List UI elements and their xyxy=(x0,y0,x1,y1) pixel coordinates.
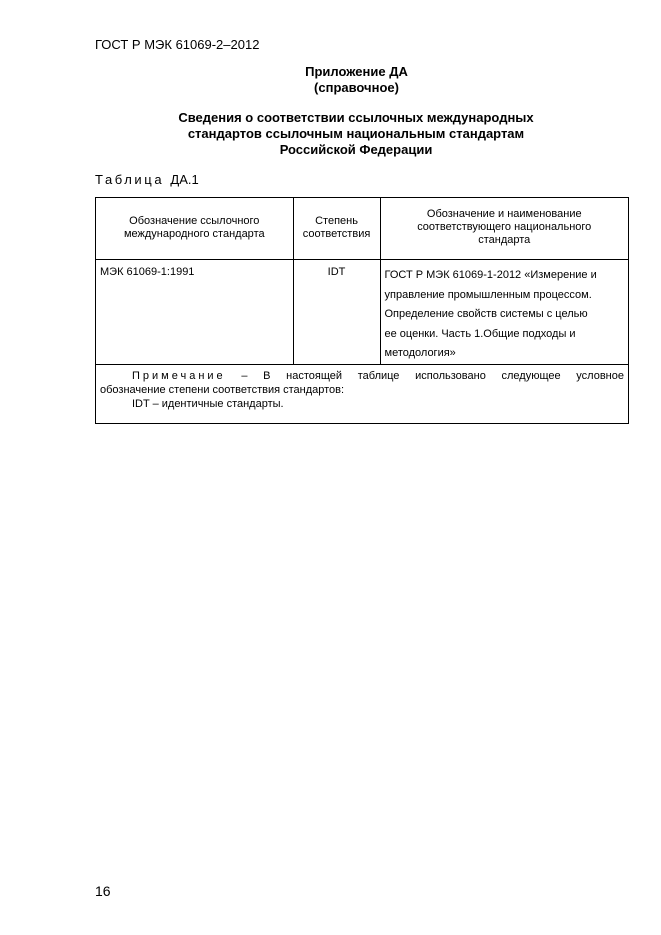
header-text: международного стандарта xyxy=(123,228,265,240)
section-heading xyxy=(150,110,562,158)
header-text: Обозначение и наименование xyxy=(426,208,582,220)
national-line: Определение свойств системы с целью xyxy=(384,308,588,320)
cell-intl-standard: МЭК 61069-1:1991 xyxy=(96,260,294,365)
national-line: управление промышленным процессом. xyxy=(384,288,592,301)
appendix-subtitle: (справочное) xyxy=(314,80,399,95)
heading-line-1: Сведения о соответствии ссылочных международных xyxy=(178,110,534,125)
document-code: ГОСТ Р МЭК 61069-2–2012 xyxy=(95,37,260,52)
heading-line-3: Российской Федерации xyxy=(279,142,433,157)
note-text: – В настоящей таблице использовано следующее условное xyxy=(241,369,624,382)
note-line-1 xyxy=(100,369,624,383)
national-line: методология» xyxy=(384,347,456,359)
header-intl-standard xyxy=(96,198,294,260)
note-label: Примечание xyxy=(132,369,226,382)
table-caption xyxy=(95,172,199,187)
table-note-row xyxy=(96,364,629,423)
header-text: Степень xyxy=(315,215,358,227)
table-row xyxy=(96,260,629,365)
note-line-3: IDT – идентичные стандарты. xyxy=(132,397,284,410)
header-degree xyxy=(293,198,380,260)
note-line-2: обозначение степени соответствия стандартов: xyxy=(100,383,345,396)
table-caption-label: Таблица xyxy=(95,172,165,187)
heading-line-2: стандартов ссылочным национальным стандартам xyxy=(187,126,525,141)
national-line: ГОСТ Р МЭК 61069-1-2012 «Измерение и xyxy=(384,269,597,281)
correspondence-table xyxy=(95,197,629,424)
table-note xyxy=(96,364,629,423)
header-text: соответствия xyxy=(302,228,371,240)
cell-degree: IDT xyxy=(293,260,380,365)
appendix-label: Приложение ДА xyxy=(305,64,408,79)
header-text: соответствующего национального xyxy=(417,221,592,233)
table-caption-number: ДА.1 xyxy=(170,172,199,187)
appendix-title xyxy=(0,64,661,96)
national-line: ее оценки. Часть 1.Общие подходы и xyxy=(384,327,576,340)
cell-national-standard xyxy=(380,260,629,365)
table-header-row xyxy=(96,198,629,260)
header-text: стандарта xyxy=(478,234,531,246)
header-national-standard xyxy=(380,198,629,260)
header-text: Обозначение ссылочного xyxy=(129,215,260,227)
page-number: 16 xyxy=(95,883,111,899)
